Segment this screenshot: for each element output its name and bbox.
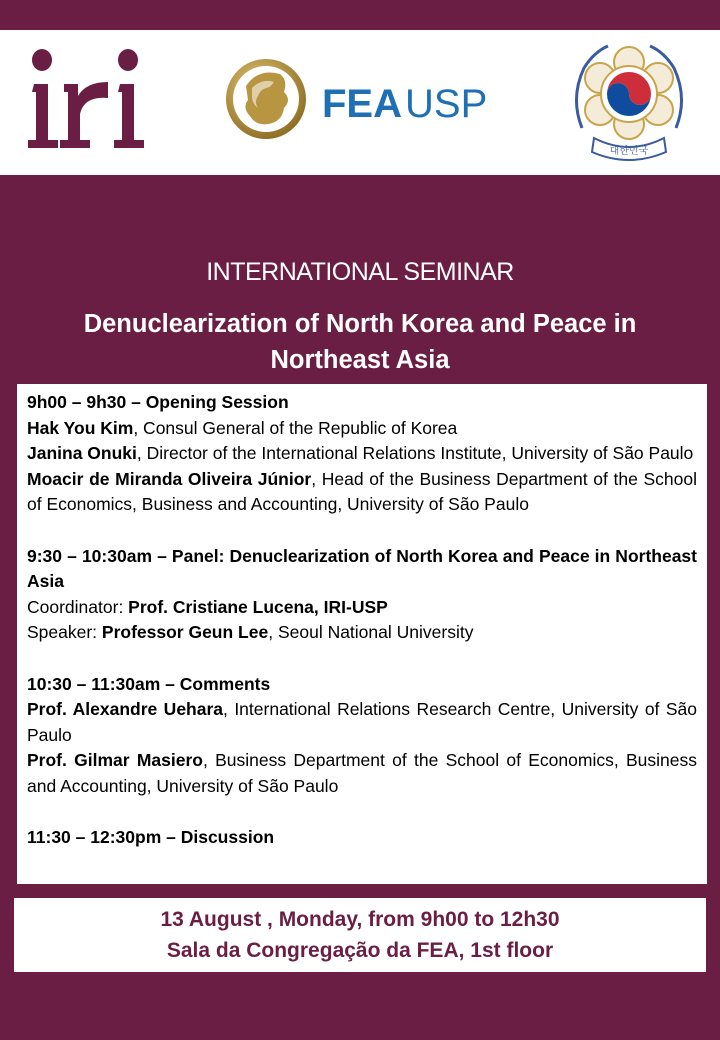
speaker-line xyxy=(27,620,697,646)
svg-text:FEA: FEA xyxy=(322,82,402,126)
fea-usp-logo xyxy=(222,52,492,147)
korea-emblem xyxy=(568,38,690,166)
speaker-line xyxy=(27,441,697,467)
speaker-line xyxy=(27,748,697,799)
speaker-line xyxy=(27,416,697,442)
coordinator-line xyxy=(27,595,697,621)
speaker-role: , International Relations Research Centre, University of São Paulo xyxy=(27,699,697,745)
speaker-line xyxy=(27,697,697,748)
seminar-title: Denuclearization of North Korea and Peace in Northeast Asia xyxy=(83,310,637,374)
svg-text:대한민국: 대한민국 xyxy=(609,146,649,157)
date-venue-box xyxy=(14,898,706,972)
event-date: 13 August , Monday, from 9h00 to 12h30 xyxy=(160,908,560,931)
speaker-name: Prof. Gilmar Masiero xyxy=(27,750,203,771)
speaker-name: Janina Onuki xyxy=(27,443,137,464)
speaker-role: , Director of the International Relations Institute, University of São Paulo xyxy=(136,443,694,464)
speaker-role: , Consul General of the Republic of Korea xyxy=(133,417,458,438)
coordinator-label: Coordinator: xyxy=(27,596,129,617)
session-time: 9h00 – 9h30 – Opening Session xyxy=(27,392,289,412)
session-opening xyxy=(27,390,697,416)
coordinator-name: Prof. Cristiane Lucena, IRI-USP xyxy=(128,596,388,617)
speaker-line xyxy=(27,467,697,518)
speaker-role: , Head of the Business Department of the School of Economics, Business and Accounting, University of São Paulo xyxy=(27,468,697,515)
speaker-role: , Business Department of the School of Economics, Business and Accounting, University of São Paulo xyxy=(27,750,697,796)
speaker-name: Prof. Alexandre Uehara xyxy=(27,699,224,720)
iri-logo xyxy=(28,44,153,154)
speaker-name: Moacir de Miranda Oliveira Júnior xyxy=(27,468,312,489)
session-time: 10:30 – 11:30am – Comments xyxy=(27,673,271,694)
speaker-role: , Seoul National University xyxy=(268,622,474,643)
session-discussion xyxy=(27,825,697,851)
logo-band xyxy=(0,30,720,175)
seminar-kicker: INTERNATIONAL SEMINAR xyxy=(206,258,514,286)
svg-text:USP: USP xyxy=(405,82,488,126)
program-box xyxy=(17,384,707,884)
event-venue: Sala da Congregação da FEA, 1st floor xyxy=(166,939,554,962)
session-time: 9:30 – 10:30am – Panel: Denuclearization of North Korea and Peace in Northeast Asia xyxy=(27,545,697,592)
session-comments xyxy=(27,672,697,698)
session-time: 11:30 – 12:30pm – Discussion xyxy=(27,827,275,848)
speaker-name: Hak You Kim xyxy=(27,417,134,438)
session-panel xyxy=(27,544,697,595)
speaker-name: Professor Geun Lee xyxy=(101,622,269,643)
speaker-label: Speaker: xyxy=(27,622,102,643)
